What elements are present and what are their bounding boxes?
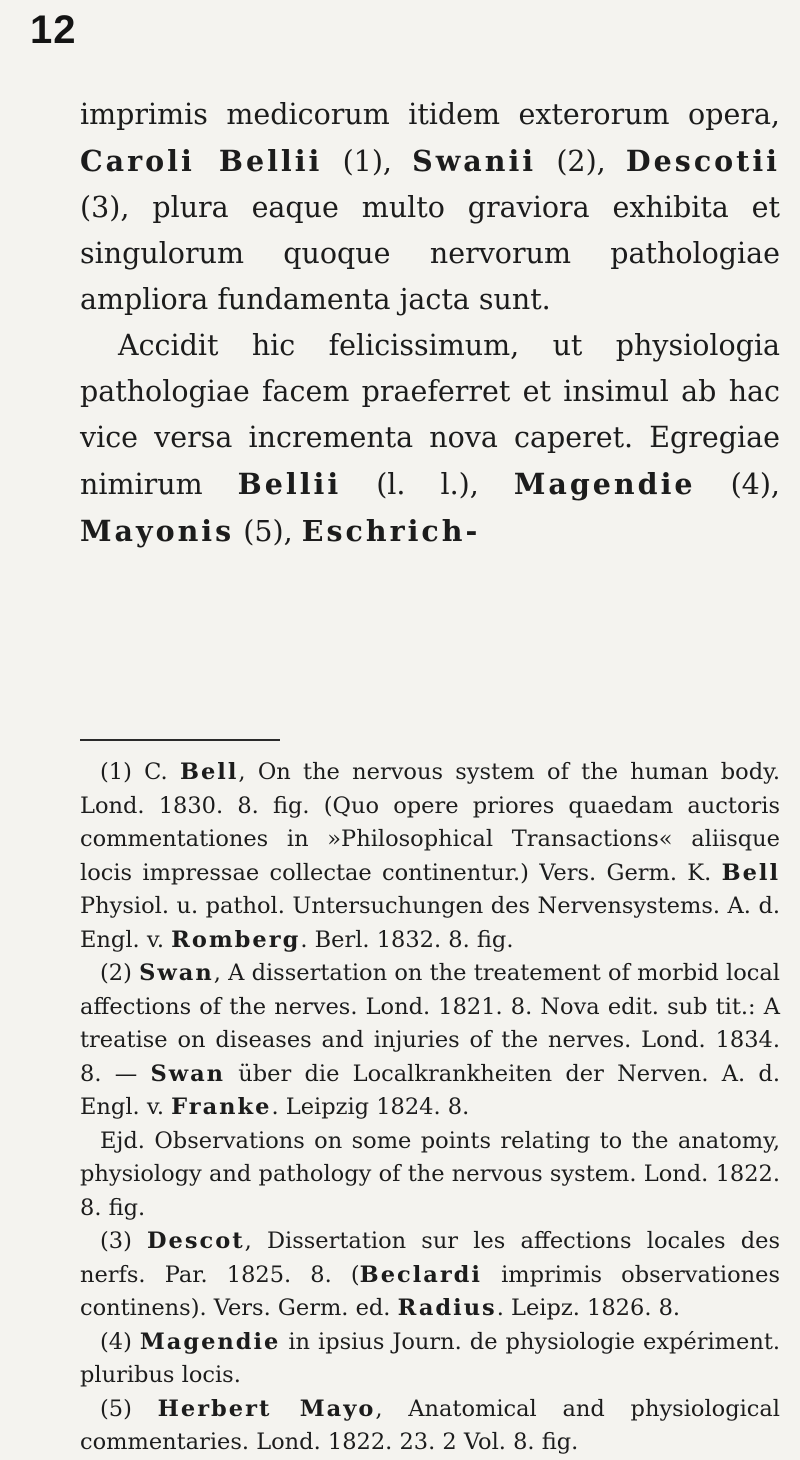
fn5-name-herbert-mayo: Herbert Mayo bbox=[157, 1395, 376, 1422]
p1-name-caroli-bellii: Caroli Bellii bbox=[80, 144, 323, 178]
fn3-text-4: . Leipz. 1826. 8. bbox=[496, 1295, 681, 1321]
p2-name-magendie: Magendie bbox=[513, 467, 696, 501]
fn1-text-1: (1) C. bbox=[100, 759, 168, 785]
footnotes bbox=[80, 756, 780, 1460]
fn2-text-2: , A dissertation on the treatement of morbid local affections of the nerves. Lond. 1821. 8. Nova edit. sub tit.: A treatise on diseases and injuries of the nerves. Lond. 1834. 8. — bbox=[80, 960, 780, 1087]
p1-text-2: (1), bbox=[342, 145, 392, 178]
p1-text-1: imprimis medicorum itidem exterorum opera, bbox=[80, 98, 780, 131]
fn1-name-bell: Bell bbox=[179, 759, 239, 785]
footnote-separator-rule bbox=[80, 739, 280, 741]
fn3-text-3: imprimis observationes continens). Vers. Germ. ed. bbox=[80, 1261, 780, 1321]
fn3-text-2: , Dissertation sur les affections locales des nerfs. Par. 1825. 8. ( bbox=[80, 1228, 781, 1288]
p2-text-3: (4), bbox=[730, 468, 780, 501]
p2-name-mayonis: Mayonis bbox=[80, 514, 235, 548]
fn3-name-descot: Descot bbox=[147, 1228, 245, 1254]
fn1-text-2: , On the nervous system of the human body. Lond. 1830. 8. fig. (Quo opere priores quaedam auctoris commentationes in »Philosophical Transactions« aliisque locis impressae collectae continentur.) Vers. Germ. K. bbox=[80, 759, 780, 886]
p1-name-swanii: Swanii bbox=[412, 144, 537, 178]
main-text bbox=[80, 92, 780, 555]
footnote-5 bbox=[80, 1393, 780, 1460]
p1-name-descotii: Descotii bbox=[625, 144, 780, 178]
fn2-name-franke: Franke bbox=[171, 1094, 272, 1120]
paragraph-2 bbox=[80, 323, 780, 555]
p2-text-2: (l. l.), bbox=[376, 468, 479, 501]
fn5-text-1: (5) bbox=[100, 1395, 132, 1422]
p2-name-eschrich: Eschrich- bbox=[301, 514, 481, 548]
fn2-text-4: . Leipzig 1824. 8. bbox=[271, 1094, 470, 1120]
fn2-name-swan: Swan bbox=[139, 960, 214, 986]
footnote-4 bbox=[80, 1326, 780, 1393]
fn3-name-beclardi: Beclardi bbox=[359, 1261, 482, 1288]
p1-text-3: (2), bbox=[556, 145, 606, 178]
fn2-name-swan-2: Swan bbox=[150, 1060, 226, 1087]
fn1-text-3: Physiol. u. pathol. Untersuchungen des Nervensystems. A. d. Engl. v. bbox=[80, 893, 780, 953]
p2-text-1: Accidit hic felicissimum, ut physiologia pathologiae facem praeferret et insimul ab hac vice versa incrementa nova caperet. Egregiae nimirum bbox=[80, 329, 780, 501]
page-number: 12 bbox=[30, 8, 77, 52]
fn1-text-4: . Berl. 1832. 8. fig. bbox=[300, 926, 514, 953]
fn4-name-magendie: Magendie bbox=[139, 1328, 281, 1355]
fn5-text-2: , Anatomical and physiological commentaries. Lond. 1822. 23. 2 Vol. 8. fig. bbox=[80, 1395, 780, 1455]
fn2-text-1: (2) bbox=[100, 960, 132, 986]
fn1-name-bell-2: Bell bbox=[721, 859, 780, 886]
p1-text-4: (3), plura eaque multo graviora exhibita et singulorum quoque nervorum pathologiae ampliora fundamenta jacta sunt. bbox=[80, 191, 780, 316]
fn1-name-romberg: Romberg bbox=[171, 926, 301, 953]
fn3-name-radius: Radius bbox=[397, 1295, 497, 1321]
paragraph-1 bbox=[80, 92, 780, 323]
footnote-2-continued bbox=[80, 1125, 780, 1226]
fn2b-text-1: Ejd. Observations on some points relating to the anatomy, physiology and pathology of the nervous system. Lond. 1822. 8. fig. bbox=[80, 1127, 780, 1221]
p2-name-bellii: Bellii bbox=[237, 467, 342, 501]
footnote-1 bbox=[80, 756, 780, 957]
fn4-text-2: in ipsius Journ. de physiologie expériment. pluribus locis. bbox=[80, 1328, 781, 1388]
footnote-3 bbox=[80, 1225, 780, 1326]
fn2-text-3: über die Localkrankheiten der Nerven. A. d. Engl. v. bbox=[80, 1060, 780, 1120]
footnote-2 bbox=[80, 957, 780, 1125]
fn4-text-1: (4) bbox=[100, 1328, 132, 1355]
fn3-text-1: (3) bbox=[100, 1228, 132, 1254]
p2-text-4: (5), bbox=[243, 515, 293, 548]
